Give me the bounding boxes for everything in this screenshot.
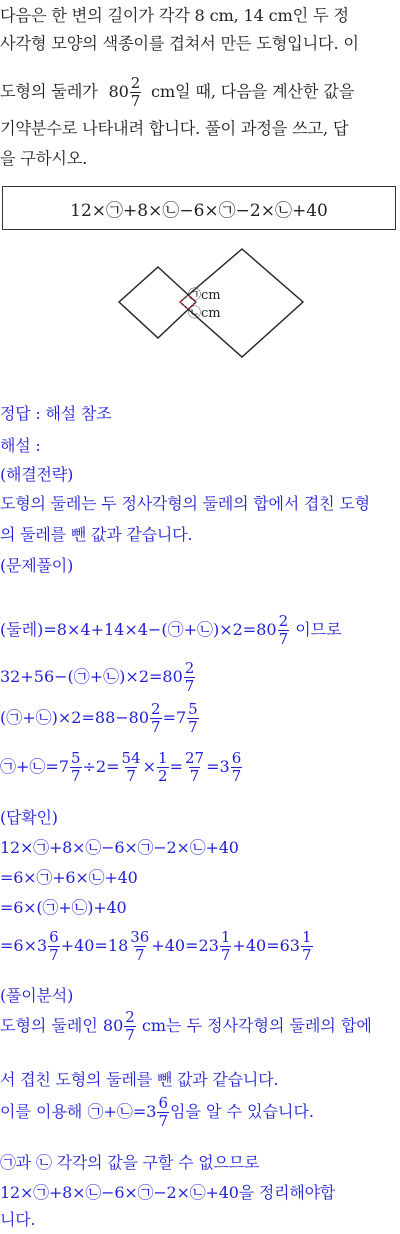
question-line-2: 사각형 모양의 색종이를 겹쳐서 만든 도형입니다. 이	[0, 34, 359, 53]
strategy-line-2: 의 둘레를 뺀 값과 같습니다.	[0, 525, 193, 544]
solution-header: (문제풀이)	[0, 556, 74, 575]
large-square	[180, 249, 303, 357]
analysis-line-3: 이를 이용해 ㉠+㉡=3 $\frac{6}{7}$ 임을 알 수 있습니다.	[0, 1094, 314, 1130]
question-line-4: 기약분수로 나타내려 합니다. 풀이 과정을 쓰고, 답	[0, 119, 349, 138]
solution-step-3: (㉠+㉡)×2=88−80 $\frac{2}{7}$ =7 $\frac{5}{7}$	[0, 700, 198, 736]
check-line-1: 12×㉠+8×㉡−6×㉠−2×㉡+40	[0, 838, 239, 857]
small-square	[119, 267, 196, 338]
fraction: $\frac{2}{7}$	[278, 612, 289, 648]
overlapping-squares-figure	[0, 245, 400, 365]
strategy-header: (해결전략)	[0, 465, 74, 484]
fraction: $\frac{1}{2}$	[158, 749, 168, 785]
fraction: $\frac{27}{7}$	[185, 749, 205, 785]
fraction: $\frac{1}{7}$	[220, 928, 231, 964]
fraction: $\frac{6}{7}$	[49, 928, 59, 964]
label-a: ㉠cm	[188, 288, 221, 303]
question-line-1: 다음은 한 변의 길이가 각각 8 cm, 14 cm인 두 정	[0, 6, 349, 25]
fraction: $\frac{2}{7}$	[151, 700, 161, 736]
solution-step-2: 32+56−(㉠+㉡)×2=80 $\frac{2}{7}$	[0, 659, 195, 695]
question-line-5: 을 구하시오.	[0, 149, 88, 168]
fraction: $\frac{5}{7}$	[71, 749, 81, 785]
expression-box: 12×㉠+8×㉡−6×㉠−2×㉡+40	[2, 186, 396, 230]
analysis-header: (풀이분석)	[0, 986, 74, 1005]
strategy-line-1: 도형의 둘레는 두 정사각형의 둘레의 합에서 겹친 도형	[0, 494, 370, 513]
check-line-4: =6×3 $\frac{6}{7}$ +40=18 $\frac{36}{7}$ +40=23 $\frac{1}{7}$ +40=63 $\frac{1}{7}$	[0, 928, 312, 964]
check-header: (답확인)	[0, 808, 58, 827]
fraction: $\frac{2}{7}$	[184, 659, 195, 695]
label-b: ㉡cm	[188, 306, 221, 321]
check-line-2: =6×㉠+6×㉡+40	[0, 868, 138, 887]
analysis-line-6: 니다.	[0, 1210, 36, 1229]
fraction: $\frac{1}{7}$	[301, 928, 312, 964]
fraction: $\frac{54}{7}$	[121, 749, 141, 785]
fraction: $\frac{36}{7}$	[130, 928, 150, 964]
fraction: $\frac{6}{7}$	[231, 749, 242, 785]
analysis-line-4: ㉠과 ㉡ 각각의 값을 구할 수 없으므로	[0, 1153, 260, 1172]
fraction: $\frac{2}{7}$	[125, 1008, 135, 1044]
fraction: $\frac{6}{7}$	[158, 1094, 168, 1130]
analysis-line-2: 서 겹친 도형의 둘레를 뺀 값과 같습니다.	[0, 1070, 279, 1089]
solution-step-1: (둘레)=8×4+14×4−(㉠+㉡)×2=80 $\frac{2}{7}$ 이므로	[0, 612, 342, 648]
answer-line: 정답 : 해설 참조	[0, 404, 112, 423]
question-line-3: 도형의 둘레가 80 $\frac{2}{7}$ cm일 때, 다음을 계산한 값을	[0, 74, 355, 110]
fraction: $\frac{5}{7}$	[188, 700, 198, 736]
analysis-line-5: 12×㉠+8×㉡−6×㉠−2×㉡+40을 정리해야합	[0, 1183, 336, 1202]
perimeter-fraction: $\frac{2}{7}$	[130, 74, 141, 110]
solution-step-4: ㉠+㉡=7 $\frac{5}{7}$ ÷2= $\frac{54}{7}$ × $\frac{1}{2}$ = $\frac{27}{7}$ =3 $\frac{6}{7}$	[0, 749, 242, 785]
analysis-line-1: 도형의 둘레인 80 $\frac{2}{7}$ cm는 두 정사각형의 둘레의 합에	[0, 1008, 372, 1044]
explanation-label: 해설 :	[0, 436, 41, 455]
check-line-3: =6×(㉠+㉡)+40	[0, 898, 127, 917]
